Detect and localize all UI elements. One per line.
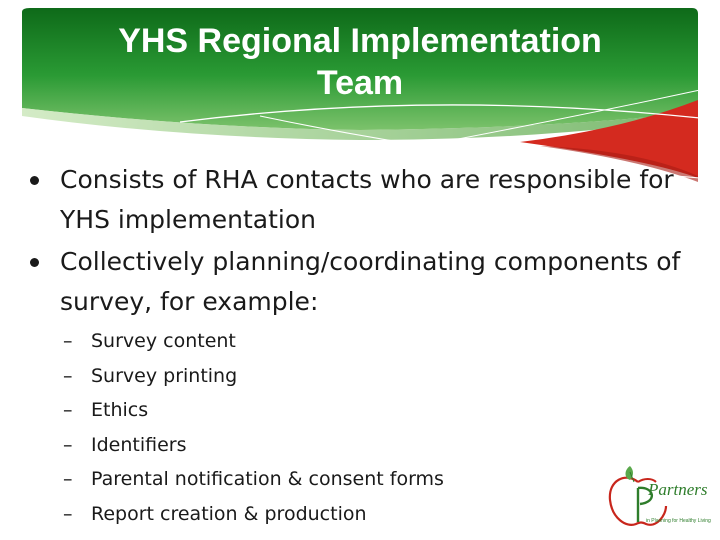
bullet-dot-icon [30,258,39,267]
sub-bullet-list [63,324,523,531]
title-line-1: YHS Regional Implementation [118,22,602,60]
sub-bullet-text: Ethics [91,399,149,421]
sub-bullet-item [63,497,523,532]
slide-title [50,20,670,104]
dash-icon: – [63,399,73,421]
sub-bullet-item [63,359,523,394]
sub-bullet-text: Survey printing [91,364,238,387]
dash-icon: – [63,502,73,525]
bullet-text: Consists of RHA contacts who are responsible for YHS implementation [60,165,674,234]
bullet-item [28,160,688,240]
sub-bullet-item [63,462,523,497]
dash-icon: – [63,433,73,456]
title-line-2: Team [316,64,404,102]
bullet-dot-icon [30,176,39,185]
dash-icon: – [63,364,73,387]
logo-name: Partners [648,480,708,499]
sub-bullet-text: Identifiers [91,433,187,456]
sub-bullet-text: Report creation & production [91,502,367,525]
sub-bullet-item [63,428,523,463]
sub-bullet-item [63,393,523,428]
sub-bullet-item [63,324,523,359]
sub-bullet-text: Survey content [91,330,236,352]
logo-tagline: in Planning for Healthy Living [646,518,711,524]
bullet-list [28,160,688,324]
sub-bullet-text: Parental notification & consent forms [91,468,444,490]
bullet-text: Collectively planning/coordinating components of survey, for example: [60,247,681,316]
dash-icon: – [63,330,73,352]
dash-icon: – [63,468,73,490]
bullet-item [28,242,688,322]
